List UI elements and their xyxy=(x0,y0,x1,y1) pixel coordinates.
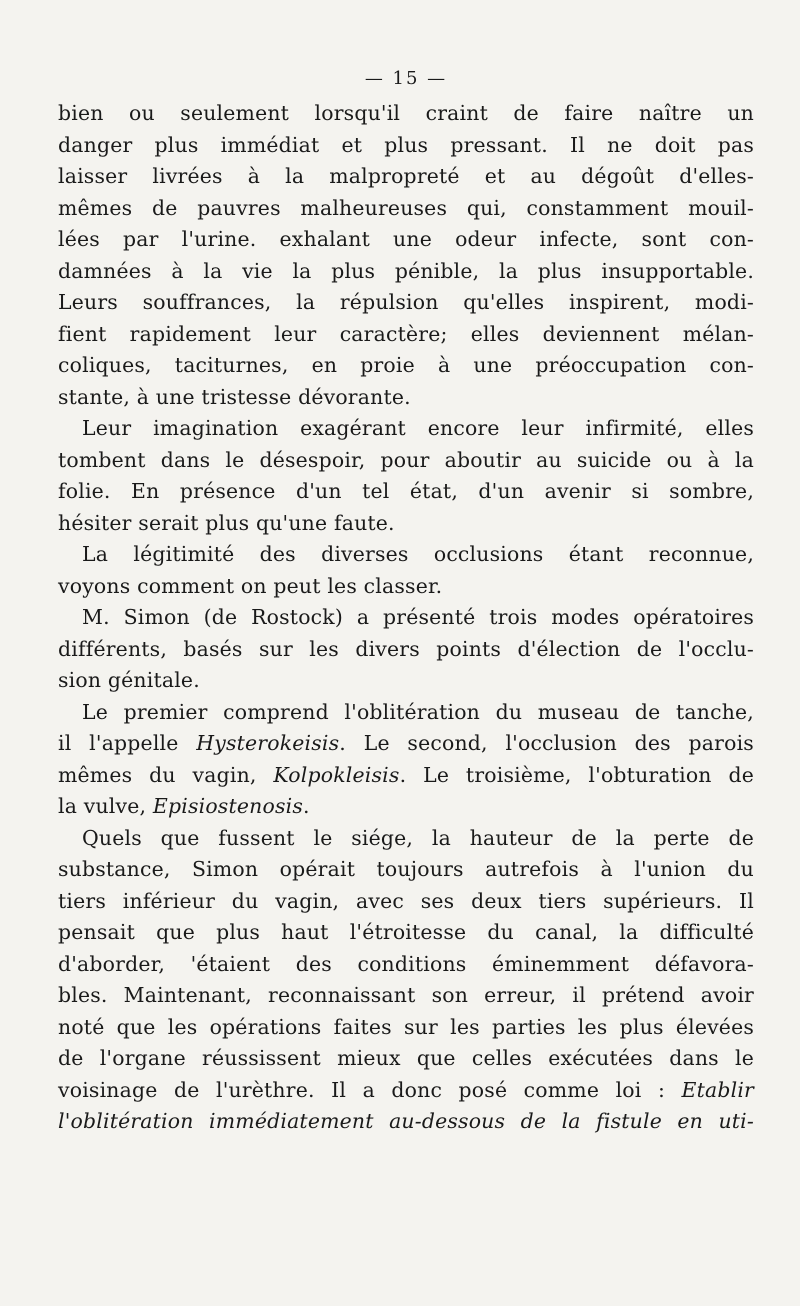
text-line xyxy=(58,760,754,792)
text-line xyxy=(58,350,754,382)
line-text: mêmes du vagin, xyxy=(58,762,274,787)
text-line xyxy=(58,571,754,603)
text-line xyxy=(58,1012,754,1044)
line-text: différents, basés sur les divers points d'élection de l'occlu- xyxy=(58,636,754,661)
line-text: sion génitale. xyxy=(58,668,200,692)
line-text: bles. Maintenant, reconnaissant son erreur, il prétend avoir xyxy=(58,983,754,1007)
text-line xyxy=(58,193,754,225)
text-line xyxy=(58,1106,754,1138)
text-line xyxy=(58,476,754,508)
line-text: hésiter serait plus qu'une faute. xyxy=(58,510,395,535)
text-line xyxy=(58,665,754,697)
text-line xyxy=(58,917,754,949)
italic-term: Episiostenosis xyxy=(152,794,303,818)
line-text-after: . xyxy=(303,794,310,818)
line-text: damnées à la vie la plus pénible, la plus insupportable. xyxy=(58,258,754,283)
italic-term: l'oblitération immédiatement au-dessous de la fistule en uti- xyxy=(58,1109,754,1133)
italic-term: Etablir xyxy=(681,1077,754,1102)
text-line xyxy=(58,224,754,256)
text-line xyxy=(58,854,754,886)
line-text: danger plus immédiat et plus pressant. Il ne doit pas xyxy=(58,132,754,157)
line-text: pensait que plus haut l'étroitesse du canal, la difficulté xyxy=(58,920,754,944)
text-line xyxy=(58,256,754,288)
line-text: laisser livrées à la malpropreté et au dégoût d'elles- xyxy=(58,164,754,188)
text-line xyxy=(58,697,754,729)
text-line xyxy=(58,886,754,918)
text-line xyxy=(58,1075,754,1107)
text-line xyxy=(58,413,754,445)
line-text: La légitimité des diverses occlusions étant reconnue, xyxy=(82,542,754,566)
line-text: Leurs souffrances, la répulsion qu'elles inspirent, modi- xyxy=(58,290,754,314)
line-text: bien ou seulement lorsqu'il craint de faire naître un xyxy=(58,101,754,125)
text-line xyxy=(58,382,754,414)
text-line xyxy=(58,602,754,634)
text-line xyxy=(58,791,754,823)
text-line xyxy=(58,634,754,666)
line-text: noté que les opérations faites sur les parties les plus élevées xyxy=(58,1014,754,1039)
text-line xyxy=(58,728,754,760)
line-text: la vulve, xyxy=(58,794,153,818)
line-text: fient rapidement leur caractère; elles deviennent mélan- xyxy=(58,321,754,346)
line-text: M. Simon (de Rostock) a présenté trois modes opératoires xyxy=(82,605,754,629)
line-text: coliques, taciturnes, en proie à une préoccupation con- xyxy=(58,353,754,377)
italic-term: Kolpokleisis xyxy=(273,762,400,787)
text-line xyxy=(58,287,754,319)
text-line xyxy=(58,539,754,571)
text-line xyxy=(58,980,754,1012)
line-text: Quels que fussent le siége, la hauteur de la perte de xyxy=(82,825,754,850)
text-line xyxy=(58,445,754,477)
line-text: tiers inférieur du vagin, avec ses deux tiers supérieurs. Il xyxy=(58,888,754,913)
line-text: de l'organe réussissent mieux que celles exécutées dans le xyxy=(58,1046,754,1070)
line-text: folie. En présence d'un tel état, d'un avenir si sombre, xyxy=(58,479,754,503)
line-text: substance, Simon opérait toujours autrefois à l'union du xyxy=(58,857,754,881)
line-text: stante, à une tristesse dévorante. xyxy=(58,384,411,409)
line-text: voyons comment on peut les classer. xyxy=(58,573,443,598)
line-text: d'aborder, 'étaient des conditions éminemment défavora- xyxy=(58,951,754,976)
text-line xyxy=(58,161,754,193)
italic-term: Hysterokeisis xyxy=(196,731,340,755)
line-text: lées par l'urine. exhalant une odeur infecte, sont con- xyxy=(58,227,754,251)
text-line xyxy=(58,1043,754,1075)
line-text: il l'appelle xyxy=(58,731,197,755)
line-text: Leur imagination exagérant encore leur infirmité, elles xyxy=(82,416,754,440)
line-text: voisinage de l'urèthre. Il a donc posé comme loi : xyxy=(58,1077,682,1102)
line-text-after: . Le second, l'occlusion des parois xyxy=(339,731,754,755)
line-text-after: . Le troisième, l'obturation de xyxy=(399,762,754,787)
text-line xyxy=(58,130,754,162)
page-number: — 15 — xyxy=(364,68,448,89)
line-text: tombent dans le désespoir, pour aboutir au suicide ou à la xyxy=(58,447,754,472)
line-text: mêmes de pauvres malheureuses qui, constamment mouil- xyxy=(58,195,754,220)
text-line xyxy=(58,823,754,855)
body-text xyxy=(58,98,754,1138)
text-line xyxy=(58,319,754,351)
line-text: Le premier comprend l'oblitération du museau de tanche, xyxy=(82,699,754,724)
text-line xyxy=(58,98,754,130)
text-line xyxy=(58,508,754,540)
text-line xyxy=(58,949,754,981)
